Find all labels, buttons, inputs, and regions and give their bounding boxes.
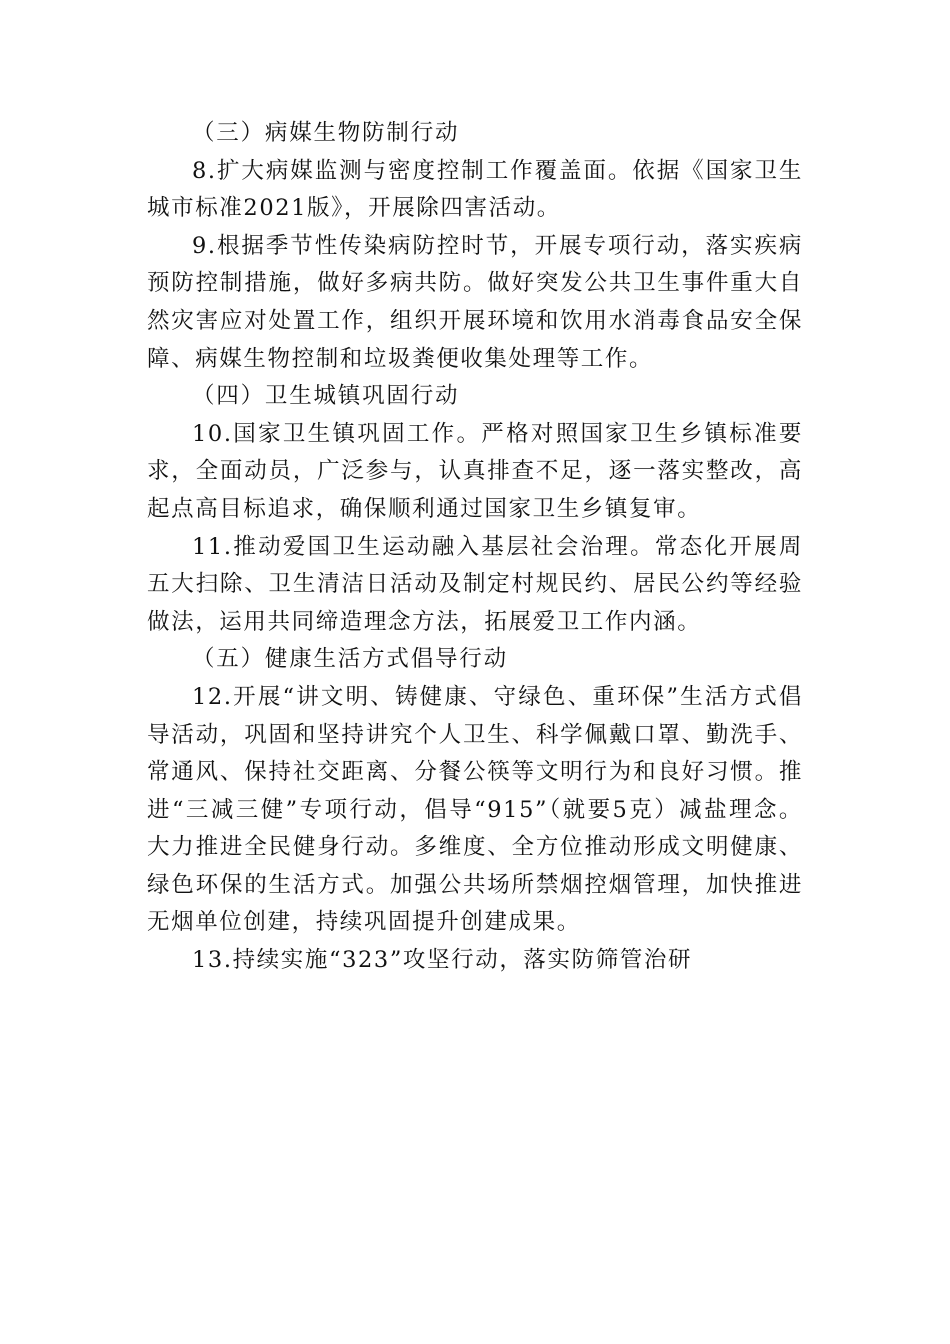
paragraph-9: 9.根据季节性传染病防控时节，开展专项行动，落实疾病预防控制措施，做好多病共防。做好突发公共卫生事件重大自然灾害应对处置工作，组织开展环境和饮用水消毒食品安全保障、病媒生物控制和垃圾粪便收集处理等工作。 [147,232,803,372]
paragraph-10: 10.国家卫生镇巩固工作。严格对照国家卫生乡镇标准要求，全面动员，广泛参与，认真排查不足，逐一落实整改，高起点高目标追求，确保顺利通过国家卫生乡镇复审。 [147,420,803,522]
paragraph-13: 13.持续实施“323”攻坚行动，落实防筛管治研 [192,947,693,974]
paragraph-8: 8.扩大病媒监测与密度控制工作覆盖面。依据《国家卫生城市标准2021版》，开展除四害活动。 [147,157,803,222]
section-heading-3: （三）病媒生物防制行动 [192,120,460,146]
paragraph-11: 11.推动爱国卫生运动融入基层社会治理。常态化开展周五大扫除、卫生清洁日活动及制定村规民约、居民公约等经验做法，运用共同缔造理念方法，拓展爱卫工作内涵。 [147,533,803,635]
section-heading-4: （四）卫生城镇巩固行动 [192,383,460,410]
paragraph-12: 12.开展“讲文明、铸健康、守绿色、重环保”生活方式倡导活动，巩固和坚持讲究个人卫生、科学佩戴口罩、勤洗手、常通风、保持社交距离、分餐公筷等文明行为和良好习惯。推进“三减三健”专项行动，倡导“915”（就要5克）减盐理念。大力推进全民健身行动。多维度、全方位推动形成文明健康、绿色环保的生活方式。加强公共场所禁烟控烟管理，加快推进无烟单位创建，持续巩固提升创建成果。 [147,683,803,936]
section-heading-5: （五）健康生活方式倡导行动 [192,646,508,673]
document-body [147,115,803,980]
